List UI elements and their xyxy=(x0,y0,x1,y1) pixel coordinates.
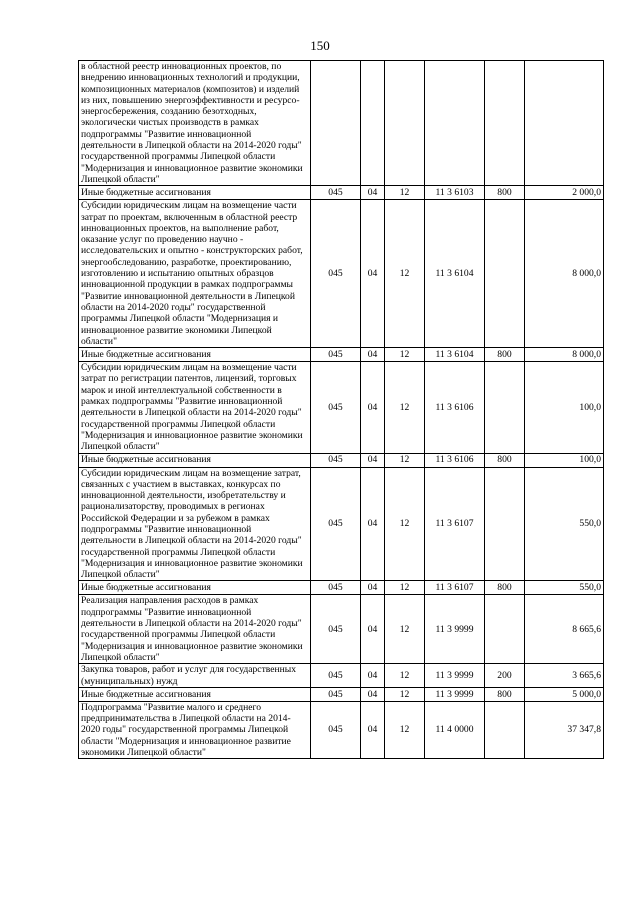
row-expense-type-code xyxy=(485,362,525,453)
row-department-code: 045 xyxy=(311,595,361,664)
row-expense-type-code: 200 xyxy=(485,664,525,688)
row-description: Иные бюджетные ассигнования xyxy=(79,581,311,595)
row-description: в областной реестр инновационных проектов, по внедрению инновационных технологий и продукции, композиционных материалов (композитов) и изделий из них, повышению энергоэффективности и ресурсо-энергосбережения, созданию безотходных, экологически чистых производств в рамках подпрограммы "Развитие инновационной деятельности в Липецкой области на 2014-2020 годы" государственной программы Липецкой области "Модернизация и инновационное развитие экономики Липецкой области" xyxy=(79,61,311,186)
row-target-item-code: 11 3 9999 xyxy=(425,664,485,688)
table-row xyxy=(79,61,604,186)
row-section-code: 04 xyxy=(361,467,385,581)
row-target-item-code xyxy=(425,61,485,186)
row-target-item-code: 11 3 6107 xyxy=(425,581,485,595)
row-section-code: 04 xyxy=(361,453,385,467)
row-subsection-code: 12 xyxy=(385,581,425,595)
row-amount: 8 000,0 xyxy=(525,348,604,362)
row-subsection-code: 12 xyxy=(385,362,425,453)
row-department-code: 045 xyxy=(311,453,361,467)
row-subsection-code: 12 xyxy=(385,200,425,348)
table-row xyxy=(79,701,604,758)
row-amount: 550,0 xyxy=(525,581,604,595)
row-description: Реализация направления расходов в рамках подпрограммы "Развитие инновационной деятельности в Липецкой области на 2014-2020 годы" государственной программы Липецкой области "Модернизация и инновационное развитие экономики Липецкой области" xyxy=(79,595,311,664)
row-expense-type-code xyxy=(485,467,525,581)
row-target-item-code: 11 3 9999 xyxy=(425,687,485,701)
table-row xyxy=(79,595,604,664)
table-row xyxy=(79,453,604,467)
row-department-code: 045 xyxy=(311,664,361,688)
row-expense-type-code xyxy=(485,200,525,348)
row-target-item-code: 11 4 0000 xyxy=(425,701,485,758)
row-department-code: 045 xyxy=(311,186,361,200)
row-amount xyxy=(525,61,604,186)
row-section-code: 04 xyxy=(361,595,385,664)
row-subsection-code: 12 xyxy=(385,664,425,688)
row-amount: 100,0 xyxy=(525,362,604,453)
row-expense-type-code xyxy=(485,701,525,758)
row-subsection-code: 12 xyxy=(385,186,425,200)
row-description: Закупка товаров, работ и услуг для государственных (муниципальных) нужд xyxy=(79,664,311,688)
row-department-code: 045 xyxy=(311,687,361,701)
row-description: Субсидии юридическим лицам на возмещение затрат, связанных с участием в выставках, конкурсах по инновационной деятельности, изобретательству и рационализаторству, проводимых в регионах Российской Федерации и за рубежом в рамках подпрограммы "Развитие инновационной деятельности в Липецкой области на 2014-2020 годы" государственной программы Липецкой области "Модернизация и инновационное развитие экономики Липецкой области" xyxy=(79,467,311,581)
row-subsection-code: 12 xyxy=(385,701,425,758)
row-department-code: 045 xyxy=(311,348,361,362)
page-number: 150 xyxy=(310,38,330,53)
row-amount: 3 665,6 xyxy=(525,664,604,688)
row-section-code: 04 xyxy=(361,186,385,200)
row-department-code xyxy=(311,61,361,186)
table-row xyxy=(79,687,604,701)
row-amount: 550,0 xyxy=(525,467,604,581)
row-subsection-code: 12 xyxy=(385,687,425,701)
table-row xyxy=(79,362,604,453)
table-row xyxy=(79,348,604,362)
row-subsection-code: 12 xyxy=(385,595,425,664)
row-description: Субсидии юридическим лицам на возмещение части затрат по регистрации патентов, лицензий, торговых марок и иной интеллектуальной собственности в рамках подпрограммы "Развитие инновационной деятельности в Липецкой области на 2014-2020 годы" государственной программы Липецкой области "Модернизация и инновационное развитие экономики Липецкой области" xyxy=(79,362,311,453)
row-amount: 5 000,0 xyxy=(525,687,604,701)
table-row xyxy=(79,186,604,200)
row-target-item-code: 11 3 6104 xyxy=(425,348,485,362)
row-subsection-code: 12 xyxy=(385,467,425,581)
row-expense-type-code: 800 xyxy=(485,453,525,467)
row-section-code: 04 xyxy=(361,664,385,688)
row-amount: 8 000,0 xyxy=(525,200,604,348)
row-target-item-code: 11 3 6106 xyxy=(425,362,485,453)
row-description: Иные бюджетные ассигнования xyxy=(79,348,311,362)
table-row xyxy=(79,467,604,581)
row-subsection-code xyxy=(385,61,425,186)
row-section-code: 04 xyxy=(361,581,385,595)
row-target-item-code: 11 3 6103 xyxy=(425,186,485,200)
row-description: Иные бюджетные ассигнования xyxy=(79,687,311,701)
row-description: Субсидии юридическим лицам на возмещение части затрат по проектам, включенным в областной реестр инновационных проектов, на выполнение работ, оказание услуг по проведению научно - исследовательских и опытно - конструкторских работ, энергообследованию, разработке, проектированию, изготовлению и испытанию опытных образцов инновационной продукции в рамках подпрограммы "Развитие инновационной деятельности в Липецкой области на 2014-2020 годы" государственной программы Липецкой области "Модернизация и инновационное развитие экономики Липецкой области" xyxy=(79,200,311,348)
row-department-code: 045 xyxy=(311,581,361,595)
row-expense-type-code xyxy=(485,595,525,664)
row-amount: 37 347,8 xyxy=(525,701,604,758)
row-section-code: 04 xyxy=(361,348,385,362)
table-row xyxy=(79,664,604,688)
row-department-code: 045 xyxy=(311,362,361,453)
row-amount: 8 665,6 xyxy=(525,595,604,664)
row-description: Подпрограмма "Развитие малого и среднего предпринимательства в Липецкой области на 2014-2020 годы" государственной программы Липецкой области "Модернизация и инновационное развитие экономики Липецкой области" xyxy=(79,701,311,758)
row-target-item-code: 11 3 9999 xyxy=(425,595,485,664)
table-row xyxy=(79,581,604,595)
row-target-item-code: 11 3 6107 xyxy=(425,467,485,581)
row-amount: 100,0 xyxy=(525,453,604,467)
row-section-code: 04 xyxy=(361,200,385,348)
row-subsection-code: 12 xyxy=(385,348,425,362)
row-department-code: 045 xyxy=(311,200,361,348)
row-expense-type-code: 800 xyxy=(485,687,525,701)
row-description: Иные бюджетные ассигнования xyxy=(79,186,311,200)
row-subsection-code: 12 xyxy=(385,453,425,467)
row-section-code xyxy=(361,61,385,186)
row-section-code: 04 xyxy=(361,701,385,758)
row-target-item-code: 11 3 6104 xyxy=(425,200,485,348)
row-expense-type-code: 800 xyxy=(485,186,525,200)
row-expense-type-code: 800 xyxy=(485,348,525,362)
row-department-code: 045 xyxy=(311,701,361,758)
row-department-code: 045 xyxy=(311,467,361,581)
table-row xyxy=(79,200,604,348)
row-section-code: 04 xyxy=(361,362,385,453)
budget-table xyxy=(78,60,604,759)
row-description: Иные бюджетные ассигнования xyxy=(79,453,311,467)
row-expense-type-code: 800 xyxy=(485,581,525,595)
row-amount: 2 000,0 xyxy=(525,186,604,200)
row-target-item-code: 11 3 6106 xyxy=(425,453,485,467)
row-expense-type-code xyxy=(485,61,525,186)
row-section-code: 04 xyxy=(361,687,385,701)
